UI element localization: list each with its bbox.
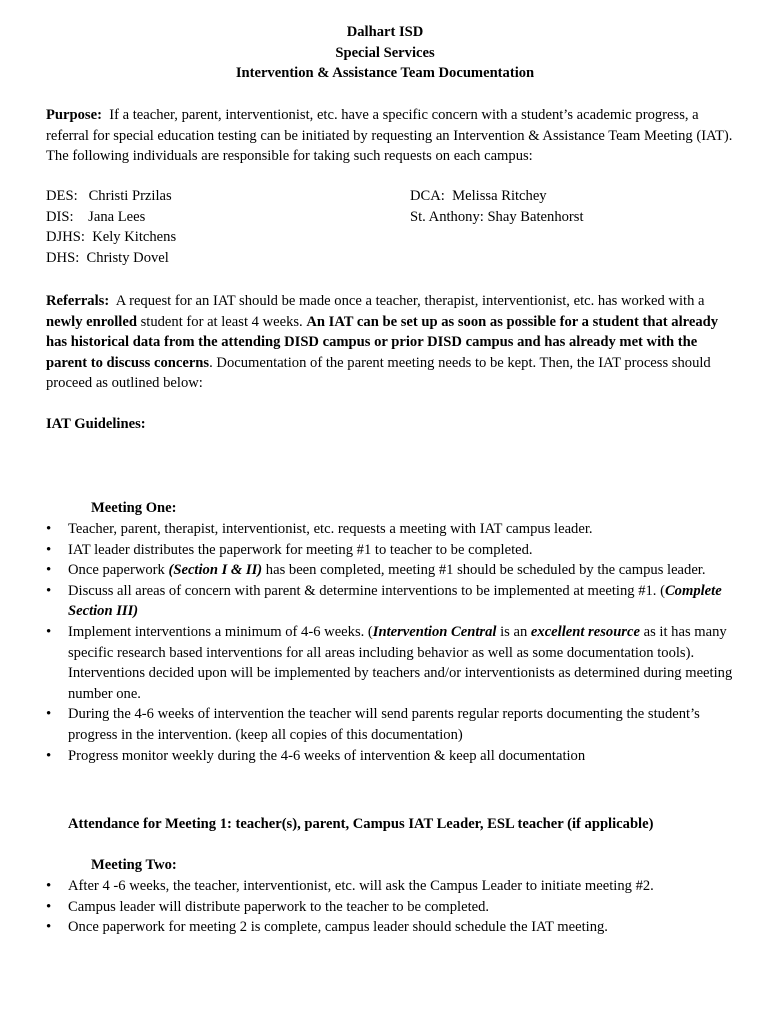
meeting-two-list bbox=[46, 876, 736, 938]
list-item bbox=[46, 560, 736, 581]
district-name: Dalhart ISD bbox=[346, 24, 424, 40]
resource-emphasis: excellent resource bbox=[530, 623, 640, 640]
referrals-text-2: student for at least 4 weeks. bbox=[136, 313, 307, 330]
meeting-two-heading: Meeting Two: bbox=[91, 857, 177, 873]
document-header bbox=[0, 22, 770, 84]
list-item bbox=[46, 581, 736, 622]
referrals-bold-2: An IAT can be set up as soon as possible for a student that already has historical data from the attending DISD campus or prior DISD campus and has already met with the parent to discuss concerns bbox=[46, 313, 719, 371]
contacts-left-column bbox=[46, 186, 176, 268]
section-reference: (Section I & II) bbox=[168, 562, 263, 579]
list-item-text: Implement interventions a minimum of 4-6 weeks. ( bbox=[68, 623, 373, 640]
list-item bbox=[46, 876, 736, 897]
contact-st-anthony: St. Anthony: Shay Batenhorst bbox=[410, 208, 584, 225]
campus-contacts bbox=[46, 186, 736, 270]
contact-dis: DIS: Jana Lees bbox=[46, 208, 146, 225]
contact-des: DES: Christi Przilas bbox=[46, 188, 172, 204]
contacts-right-column bbox=[410, 186, 584, 227]
list-item bbox=[46, 519, 736, 540]
referrals-paragraph bbox=[46, 291, 736, 394]
list-item-text: has been completed, meeting #1 should be scheduled by the campus leader. bbox=[262, 562, 706, 579]
meeting-one-list bbox=[46, 519, 736, 766]
purpose-label: Purpose: bbox=[46, 107, 102, 123]
list-item-text: During the 4-6 weeks of intervention the teacher will send parents regular reports documenting the student’s progress in the intervention. (keep all copies of this documentation) bbox=[68, 706, 700, 743]
purpose-paragraph bbox=[46, 105, 736, 167]
section-reference: Complete Section III) bbox=[68, 582, 722, 620]
list-item bbox=[46, 622, 736, 704]
contact-dhs: DHS: Christy Dovel bbox=[46, 249, 169, 266]
list-item-text: Once paperwork bbox=[68, 562, 169, 579]
document-title: Intervention & Assistance Team Documentation bbox=[235, 65, 535, 82]
purpose-text: If a teacher, parent, interventionist, etc. have a specific concern with a student’s academic progress, a referral for special education testing can be initiated by requesting an Intervention & Assistance Team Meeting (IAT). The following individuals are responsible for taking such requests on each campus: bbox=[46, 107, 733, 165]
list-item-text: Discuss all areas of concern with parent & determine interventions to be implemented at meeting #1. ( bbox=[68, 582, 665, 599]
list-item-text: as it has many specific research based interventions for all areas including behavior as well as some documentation tools). Interventions decided upon will be implemented by teachers and/or interventionists as determined during meeting number one. bbox=[68, 623, 733, 702]
list-item bbox=[46, 746, 736, 767]
list-item-text: Progress monitor weekly during the 4-6 weeks of intervention & keep all documentation bbox=[68, 747, 586, 764]
list-item bbox=[46, 897, 736, 918]
referrals-label: Referrals: bbox=[46, 293, 110, 309]
resource-name: Intervention Central bbox=[372, 623, 497, 640]
list-item bbox=[46, 540, 736, 561]
contact-djhs: DJHS: Kely Kitchens bbox=[46, 229, 177, 246]
meeting-one-heading: Meeting One: bbox=[91, 500, 177, 516]
list-item bbox=[46, 917, 736, 938]
list-item-text: Once paperwork for meeting 2 is complete, campus leader should schedule the IAT meeting. bbox=[68, 919, 608, 936]
attendance-meeting-one: Attendance for Meeting 1: teacher(s), parent, Campus IAT Leader, ESL teacher (if applicable) bbox=[68, 816, 654, 832]
list-item-text: is an bbox=[496, 623, 531, 640]
list-item-text: After 4 -6 weeks, the teacher, interventionist, etc. will ask the Campus Leader to initiate meeting #2. bbox=[68, 878, 654, 894]
list-item bbox=[46, 704, 736, 745]
department-name: Special Services bbox=[335, 44, 435, 61]
list-item-text: Teacher, parent, therapist, interventionist, etc. requests a meeting with IAT campus leader. bbox=[68, 521, 593, 537]
referrals-text-1: A request for an IAT should be made once a teacher, therapist, interventionist, etc. has worked with a bbox=[115, 293, 705, 309]
list-item-text: Campus leader will distribute paperwork to the teacher to be completed. bbox=[68, 898, 490, 915]
iat-guidelines-heading: IAT Guidelines: bbox=[46, 416, 146, 432]
referrals-bold-1: newly enrolled bbox=[46, 313, 137, 330]
list-item-text: IAT leader distributes the paperwork for meeting #1 to teacher to be completed. bbox=[68, 541, 533, 558]
contact-dca: DCA: Melissa Ritchey bbox=[410, 188, 547, 204]
referrals-text-3: . Documentation of the parent meeting needs to be kept. Then, the IAT process should proceed as outlined below: bbox=[46, 354, 711, 392]
